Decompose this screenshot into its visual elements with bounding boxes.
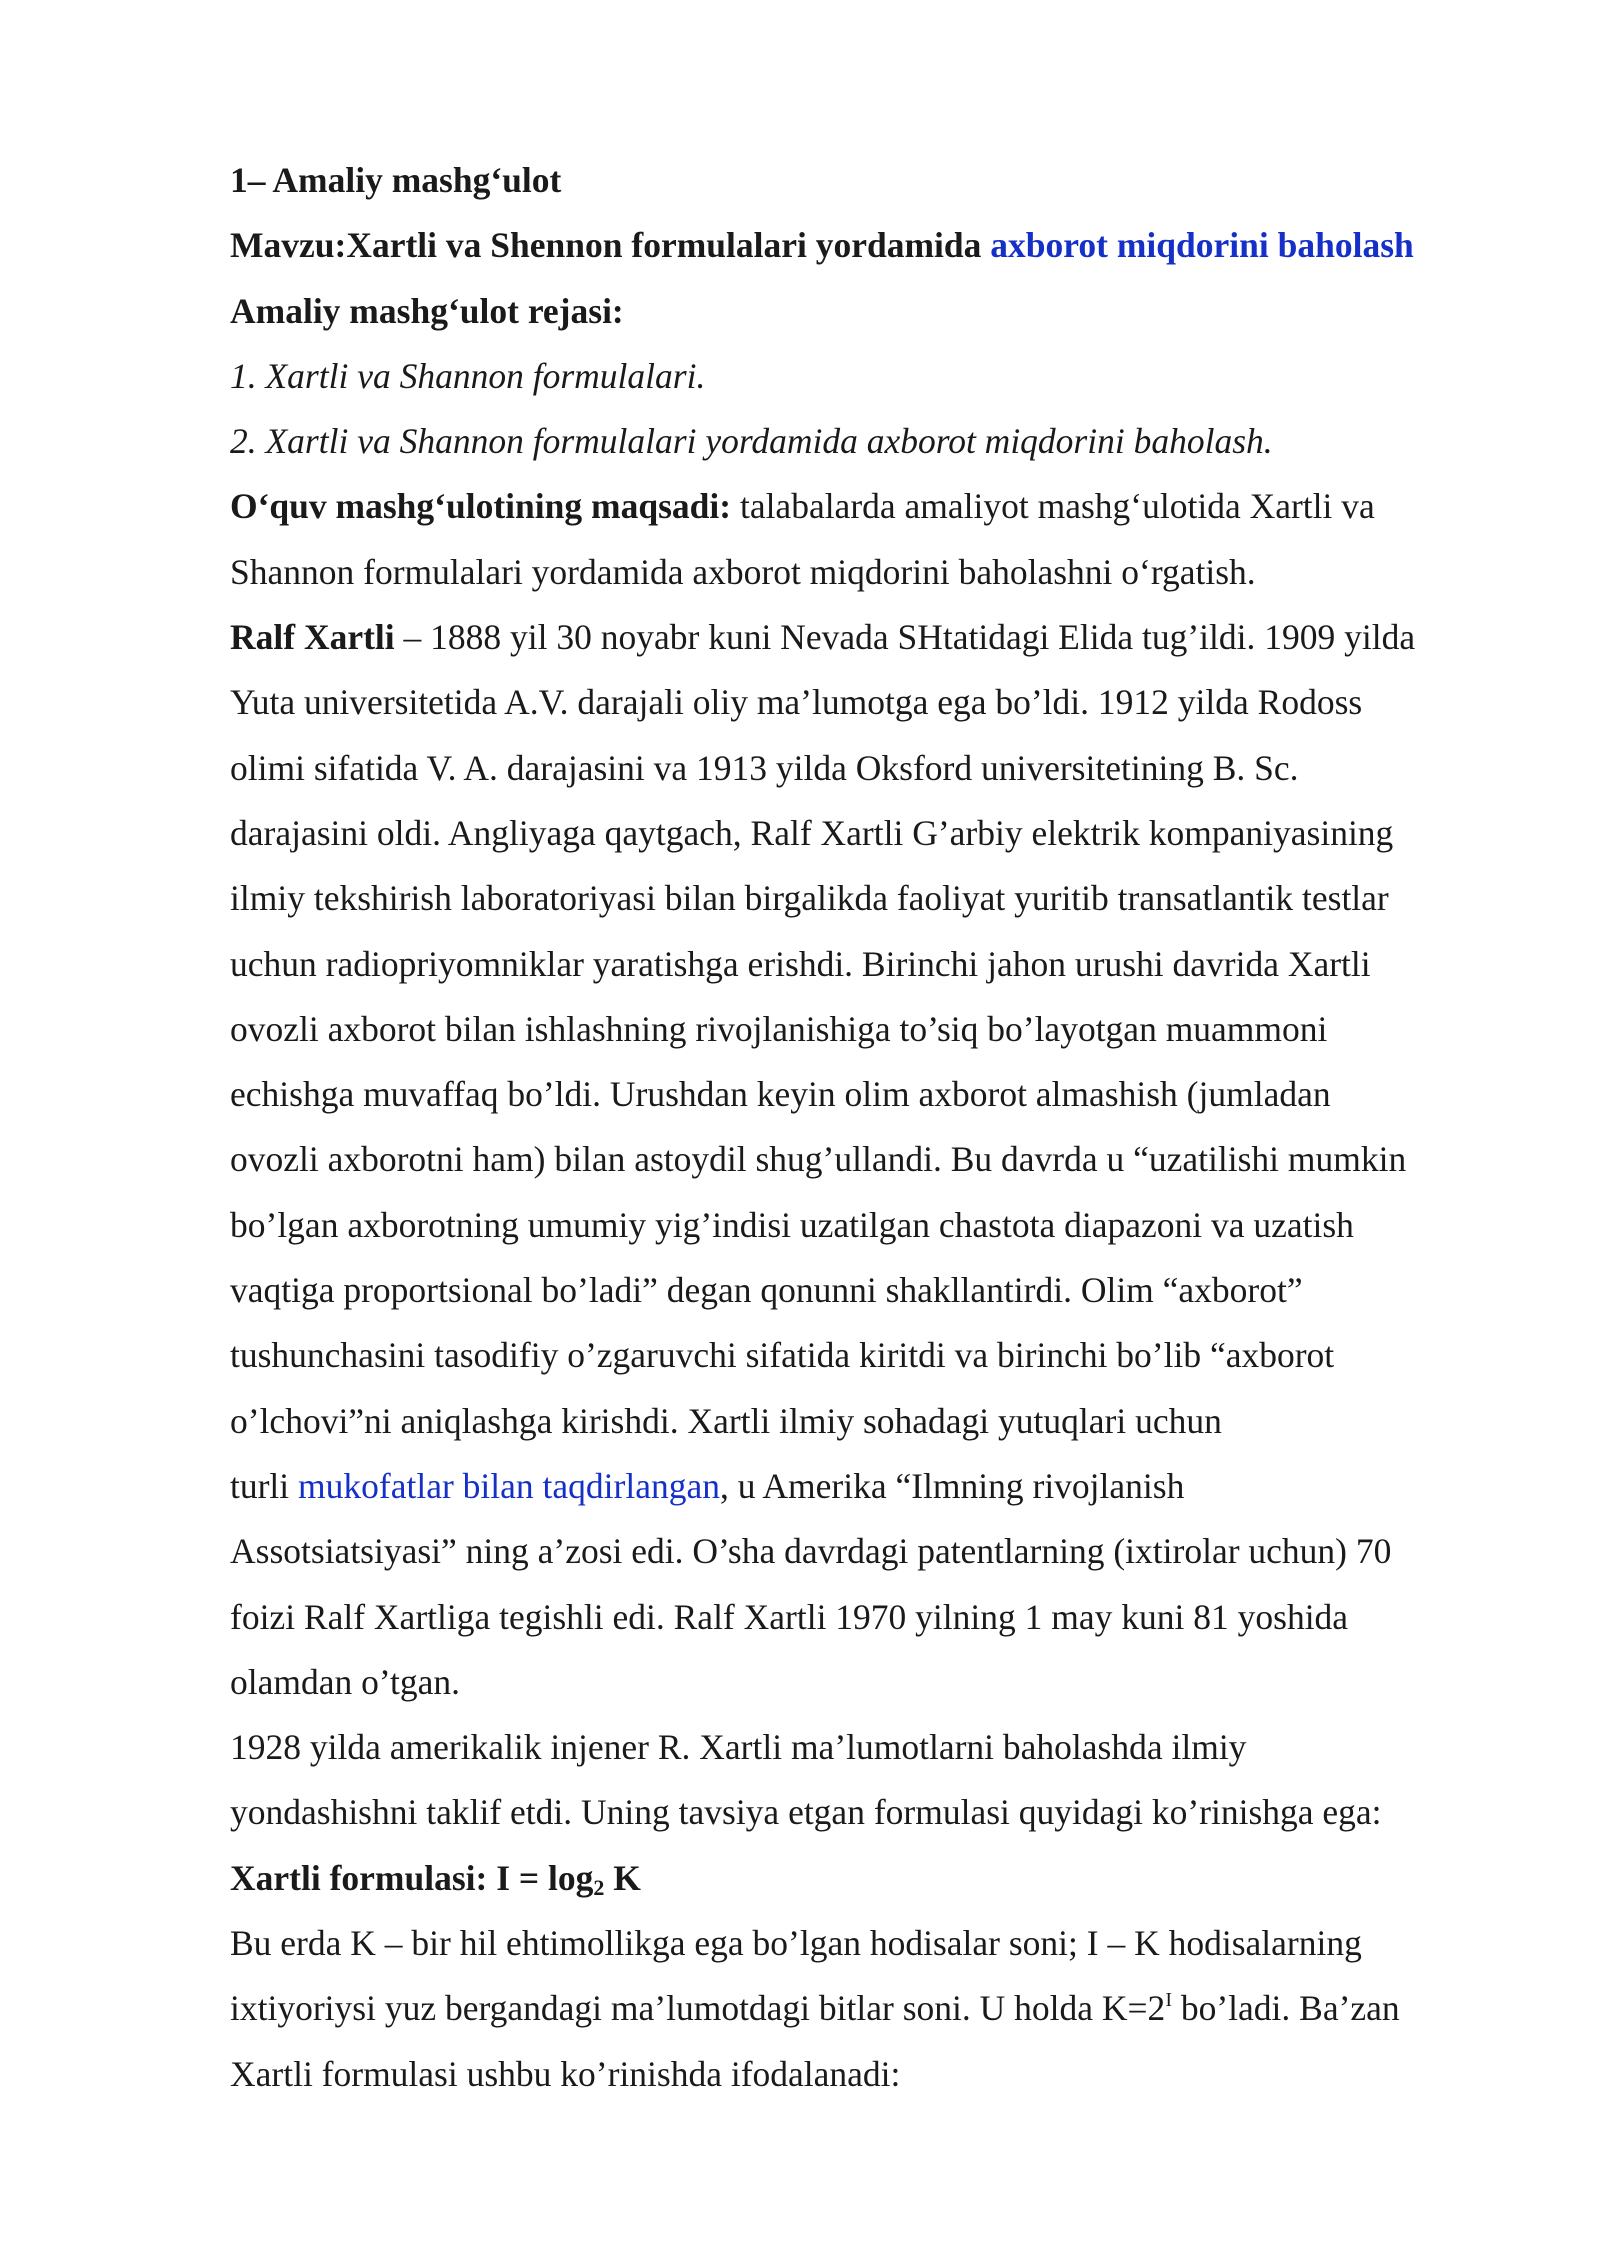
- plan-item-1: 1. Xartli va Shannon formulalari.: [230, 355, 706, 396]
- bio-line: tushunchasini tasodifiy o’zgaruvchi sifatida kiritdi va birinchi bo’lib “axborot: [230, 1335, 1335, 1376]
- document-page: [230, 148, 1530, 2107]
- bio-line: foizi Ralf Xartliga tegishli edi. Ralf Xartli 1970 yilning 1 may kuni 81 yoshida: [230, 1596, 1349, 1637]
- formula-label: Xartli formulasi: I = log: [230, 1857, 594, 1898]
- explain-superscript: I: [1165, 1989, 1172, 2012]
- goal-line-2: Shannon formulalari yordamida axborot miqdorini baholashni o‘rgatish.: [230, 551, 1256, 592]
- bio-line: darajasini oldi. Angliyaga qaytgach, Ralf Xartli G’arbiy elektrik kompaniyasining: [230, 812, 1394, 853]
- topic-label: Mavzu:Xartli va Shennon formulalari yordamida: [230, 225, 991, 266]
- bio-name: Ralf Xartli: [230, 617, 395, 658]
- bio-line: ovozli axborotni ham) bilan astoydil shug’ullandi. Bu davrda u “uzatilishi mumkin: [230, 1139, 1407, 1180]
- bio-line: echishga muvaffaq bo’ldi. Urushdan keyin olim axborot almashish (jumladan: [230, 1074, 1331, 1115]
- bio-line: vaqtiga proportsional bo’ladi” degan qonunni shakllantirdi. Olim “axborot”: [230, 1270, 1303, 1311]
- lesson-title: 1– Amaliy mashg‘ulot: [230, 160, 562, 200]
- explain-line-1: Bu erda K – bir hil ehtimollikga ega bo’lgan hodisalar soni; I – K hodisalarning: [230, 1923, 1362, 1964]
- p1928-line: 1928 yilda amerikalik injener R. Xartli ma’lumotlarni baholashda ilmiy: [230, 1727, 1247, 1768]
- bio-after-link: , u Amerika “Ilmning rivojlanish: [719, 1465, 1185, 1506]
- awards-link[interactable]: mukofatlar bilan taqdirlangan: [298, 1465, 720, 1506]
- bio-line: ilmiy tekshirish laboratoriyasi bilan birgalikda faoliyat yuritib transatlantik testlar: [230, 878, 1389, 919]
- goal-label: O‘quv mashg‘ulotining maqsadi:: [230, 486, 732, 527]
- explain-line-3: Xartli formulasi ushbu ko’rinishda ifodalanadi:: [230, 2053, 901, 2094]
- goal-text: talabalarda amaliyot mashg‘ulotida Xartli va: [731, 486, 1375, 527]
- topic-link[interactable]: axborot miqdorini baholash: [990, 225, 1414, 266]
- bio-line: Yuta universitetida A.V. darajali oliy ma’lumotga ega bo’ldi. 1912 yilda Rodoss: [230, 682, 1363, 723]
- bio-line: olamdan o’tgan.: [230, 1661, 461, 1702]
- plan-item-2: 2. Xartli va Shannon formulalari yordamida axborot miqdorini baholash.: [230, 421, 1273, 462]
- formula-rest: K: [604, 1857, 641, 1898]
- formula-subscript: 2: [593, 1874, 605, 1900]
- bio-link-line: [230, 1454, 1530, 1519]
- bio-line: ovozli axborot bilan ishlashning rivojlanishiga to’siq bo’layotgan muammoni: [230, 1008, 1328, 1049]
- explain-text-a: ixtiyoriysi yuz bergandagi ma’lumotdagi bitlar soni. U holda K=2: [230, 1988, 1166, 2029]
- bio-line-1: [230, 605, 1530, 670]
- hartley-formula: [230, 1846, 1530, 1911]
- bio-line: olimi sifatida V. A. darajasini va 1913 yilda Oksford universitetining B. Sc.: [230, 747, 1299, 788]
- p1928-line: yondashishni taklif etdi. Uning tavsiya etgan formulasi quyidagi ko’rinishga ega:: [230, 1792, 1382, 1833]
- explain-text-b: bo’ladi. Ba’zan: [1171, 1988, 1400, 2029]
- goal-line-1: [230, 474, 1530, 539]
- plan-heading: Amaliy mashg‘ulot rejasi:: [230, 290, 624, 331]
- explain-line-2: [230, 1976, 1530, 2041]
- bio-line: Assotsiatsiyasi” ning a’zosi edi. O’sha davrdagi patentlarning (ixtirolar uchun) 70: [230, 1531, 1392, 1572]
- bio-line: o’lchovi”ni aniqlashga kirishdi. Xartli ilmiy sohadagi yutuqlari uchun: [230, 1400, 1222, 1441]
- bio-turli: turli: [230, 1465, 299, 1506]
- bio-line: uchun radiopriyomniklar yaratishga erishdi. Birinchi jahon urushi davrida Xartli: [230, 943, 1371, 984]
- topic-line: [230, 213, 1530, 278]
- bio-line: bo’lgan axborotning umumiy yig’indisi uzatilgan chastota diapazoni va uzatish: [230, 1204, 1354, 1245]
- bio-text: – 1888 yil 30 noyabr kuni Nevada SHtatidagi Elida tug’ildi. 1909 yilda: [394, 617, 1416, 658]
